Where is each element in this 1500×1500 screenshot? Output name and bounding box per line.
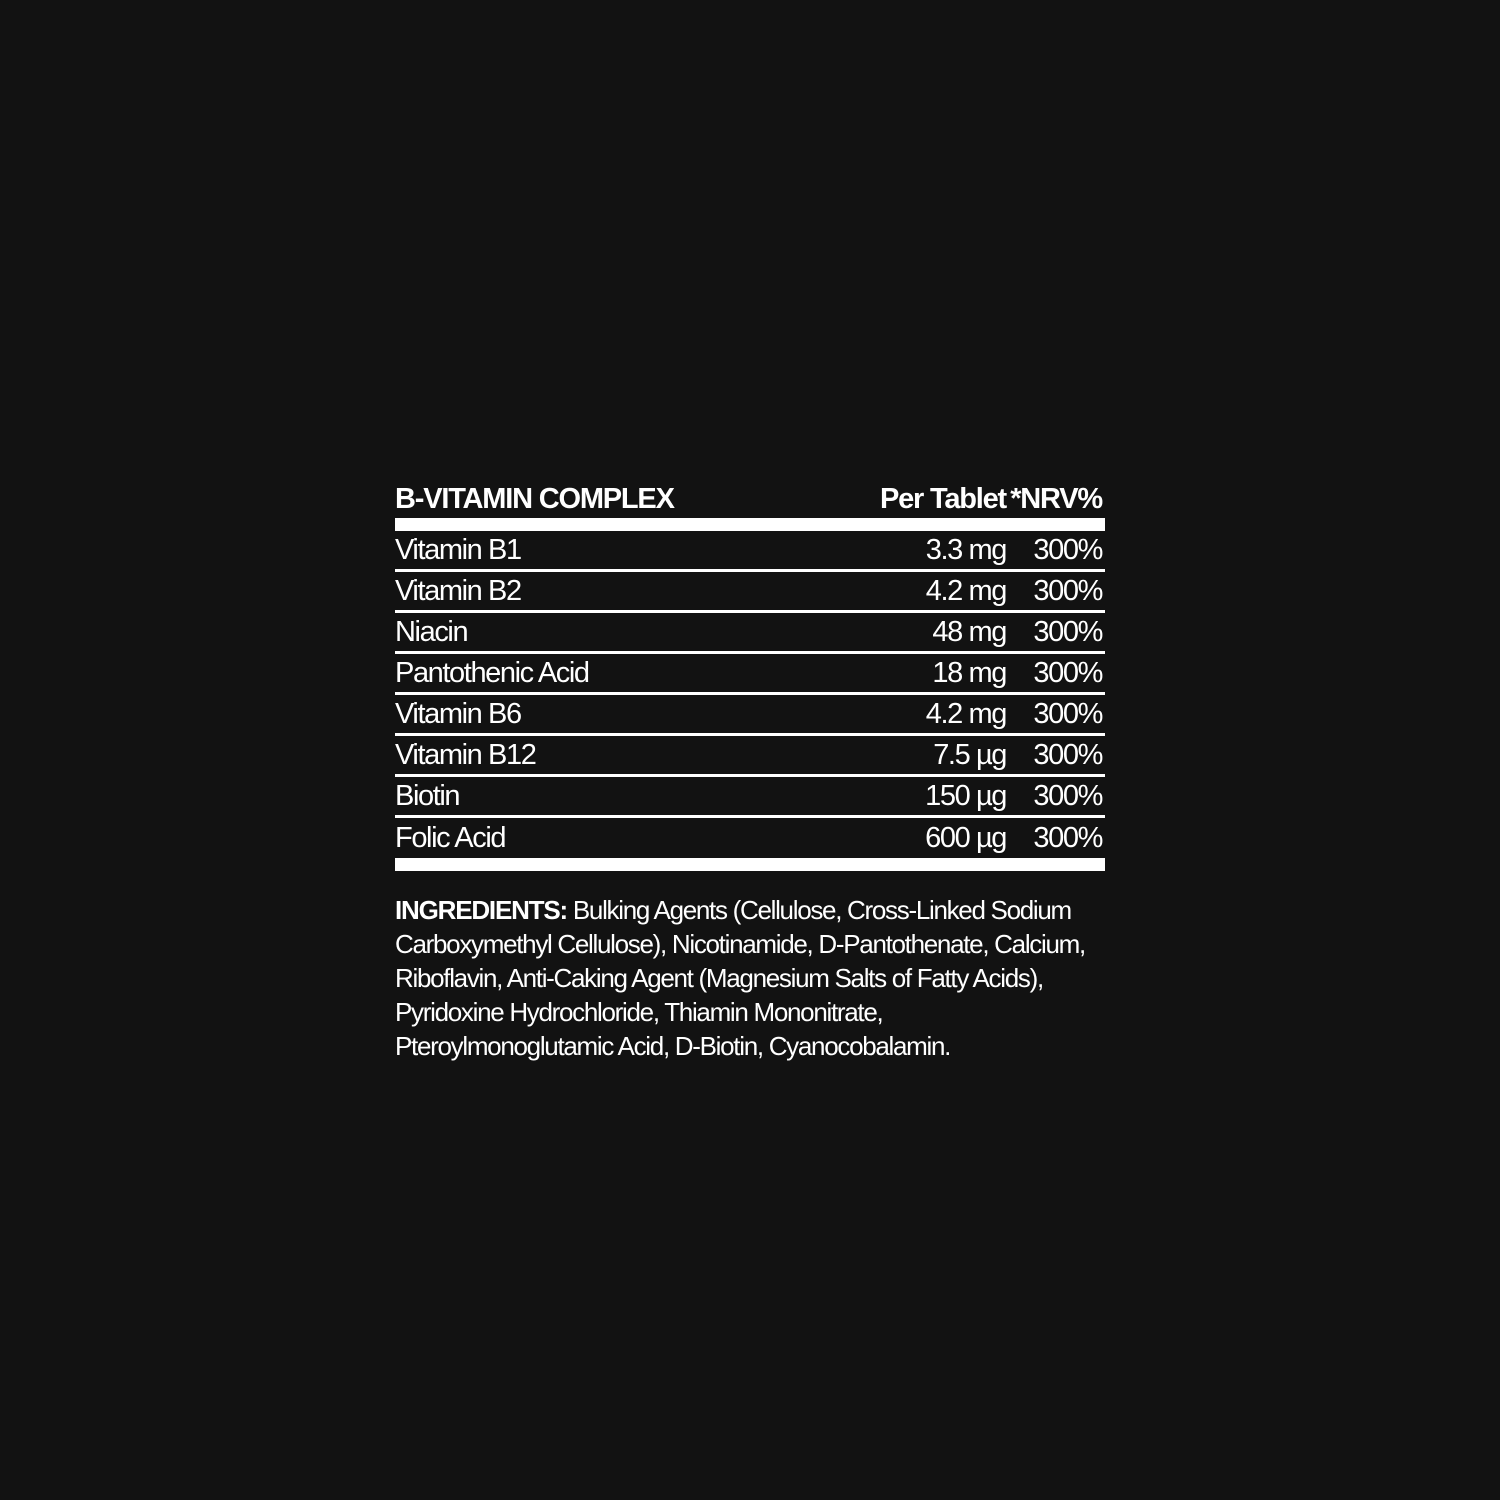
ingredients-list: Bulking Agents (Cellulose, Cross-Linked Sodium Carboxymethyl Cellulose), Nicotinamide, D-Pantothenate, Calcium, Riboflavin, Anti-Caking Agent (Magnesium Salts of Fatty Acids), Pyridoxine Hydrochloride, Thiamin Mononitrate, Pteroylmonoglutamic Acid, D-Biotin, Cyanocobalamin. xyxy=(395,895,1085,1061)
nutrient-amount: 7.5 µg xyxy=(933,738,1006,771)
nutrition-panel xyxy=(395,478,1105,1063)
header-divider xyxy=(395,518,1105,531)
nutrient-nrv: 300% xyxy=(1033,697,1102,730)
nutrient-amount: 600 µg xyxy=(925,821,1006,854)
nutrient-name: Vitamin B6 xyxy=(395,697,521,730)
nutrient-amount: 150 µg xyxy=(925,779,1006,812)
nutrient-name: Pantothenic Acid xyxy=(395,656,589,689)
table-row xyxy=(395,654,1105,695)
nutrient-nrv: 300% xyxy=(1033,821,1102,854)
nutrient-name: Biotin xyxy=(395,779,460,812)
nutrient-amount: 4.2 mg xyxy=(925,697,1006,730)
nutrient-nrv: 300% xyxy=(1033,615,1102,648)
table-row xyxy=(395,695,1105,736)
header-per-tablet: Per Tablet xyxy=(879,483,1006,515)
table-row xyxy=(395,613,1105,654)
table-header xyxy=(395,478,1105,516)
ingredients-label: INGREDIENTS: xyxy=(395,895,567,925)
nutrient-nrv: 300% xyxy=(1033,656,1102,689)
header-nrv: *NRV% xyxy=(1010,483,1102,515)
table-row xyxy=(395,572,1105,613)
header-title: B-VITAMIN COMPLEX xyxy=(395,483,674,515)
nutrient-amount: 3.3 mg xyxy=(925,533,1006,566)
ingredients-text xyxy=(395,893,1105,1063)
nutrient-name: Vitamin B12 xyxy=(395,738,536,771)
nutrient-nrv: 300% xyxy=(1033,779,1102,812)
nutrient-amount: 18 mg xyxy=(932,656,1006,689)
nutrient-nrv: 300% xyxy=(1033,738,1102,771)
nutrient-name: Vitamin B2 xyxy=(395,574,521,607)
nutrient-nrv: 300% xyxy=(1033,574,1102,607)
table-row xyxy=(395,736,1105,777)
footer-divider xyxy=(395,858,1105,871)
nutrient-name: Niacin xyxy=(395,615,468,648)
nutrient-name: Folic Acid xyxy=(395,821,506,854)
table-row xyxy=(395,777,1105,818)
table-row xyxy=(395,531,1105,572)
table-row xyxy=(395,818,1105,858)
nutrient-nrv: 300% xyxy=(1033,533,1102,566)
nutrient-amount: 4.2 mg xyxy=(925,574,1006,607)
nutrient-rows xyxy=(395,531,1105,858)
nutrient-name: Vitamin B1 xyxy=(395,533,521,566)
nutrient-amount: 48 mg xyxy=(932,615,1006,648)
